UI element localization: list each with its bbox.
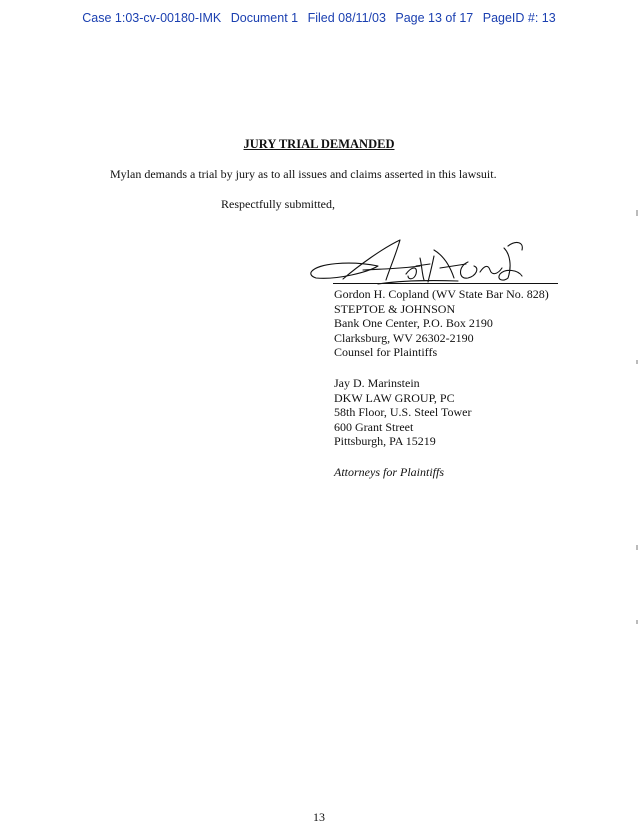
filed-date: Filed 08/11/03 xyxy=(307,11,386,25)
page-number: 13 xyxy=(313,810,325,824)
closing-phrase: Respectfully submitted, xyxy=(221,197,335,211)
counsel-block xyxy=(334,287,549,360)
co-counsel-block xyxy=(334,376,471,449)
co-counsel-floor: 58th Floor, U.S. Steel Tower xyxy=(334,405,472,420)
firm-name: STEPTOE & JOHNSON xyxy=(334,301,456,316)
section-heading: JURY TRIAL DEMANDED xyxy=(243,137,395,151)
co-counsel-street: 600 Grant Street xyxy=(334,419,414,434)
counsel-role: Counsel for Plaintiffs xyxy=(334,345,438,360)
city-line: Clarksburg, WV 26302-2190 xyxy=(334,330,474,345)
co-counsel-city: Pittsburgh, PA 15219 xyxy=(334,434,436,449)
court-filing-header xyxy=(0,11,638,25)
address-line: Bank One Center, P.O. Box 2190 xyxy=(334,316,493,331)
attorneys-label: Attorneys for Plaintiffs xyxy=(334,465,444,479)
signature-line xyxy=(333,283,558,284)
page-id: PageID #: 13 xyxy=(482,11,556,25)
co-counsel-firm: DKW LAW GROUP, PC xyxy=(334,390,455,405)
handwritten-signature xyxy=(308,236,560,290)
case-number: Case 1:03-cv-00180-IMK xyxy=(82,11,222,25)
page-of-total: Page 13 of 17 xyxy=(395,11,474,25)
counsel-name: Gordon H. Copland (WV State Bar No. 828) xyxy=(334,287,549,301)
co-counsel-name: Jay D. Marinstein xyxy=(334,376,420,390)
document-number: Document 1 xyxy=(230,11,299,25)
jury-demand-paragraph: Mylan demands a trial by jury as to all issues and claims asserted in this lawsuit. xyxy=(110,167,497,181)
